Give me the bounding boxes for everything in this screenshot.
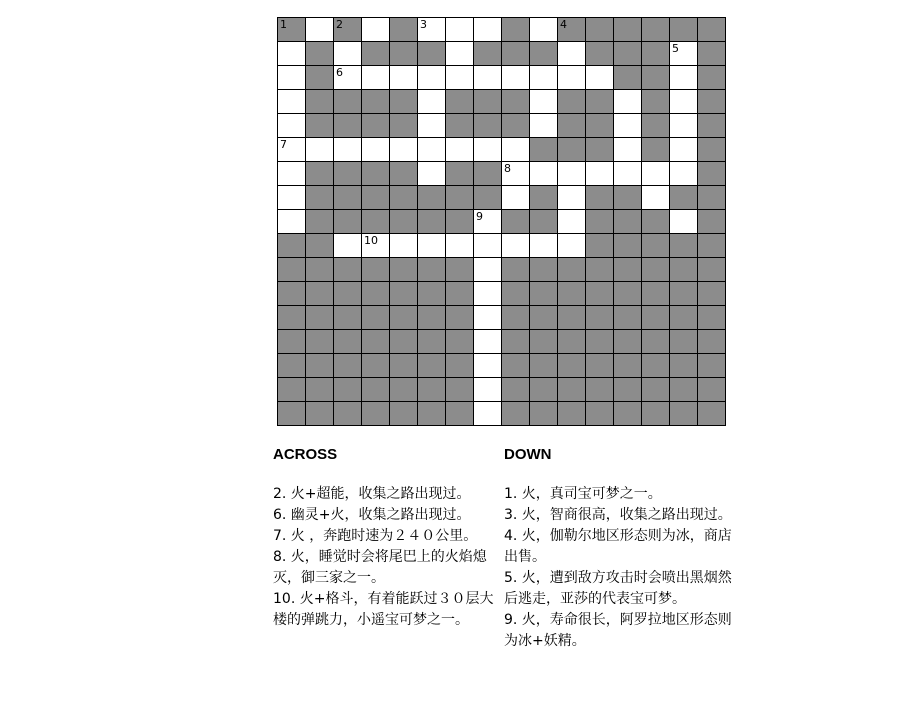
block-cell (698, 90, 726, 114)
answer-cell[interactable] (446, 138, 474, 162)
answer-cell[interactable] (502, 162, 530, 186)
block-cell (586, 282, 614, 306)
answer-cell[interactable] (418, 114, 446, 138)
block-cell (530, 282, 558, 306)
answer-cell[interactable] (670, 114, 698, 138)
down-heading: DOWN (504, 446, 552, 463)
block-cell (306, 42, 334, 66)
block-cell (334, 162, 362, 186)
answer-cell[interactable] (418, 138, 446, 162)
block-cell (642, 210, 670, 234)
answer-cell[interactable] (446, 18, 474, 42)
block-cell (586, 330, 614, 354)
answer-cell[interactable] (334, 66, 362, 90)
block-cell (390, 354, 418, 378)
answer-cell[interactable] (474, 378, 502, 402)
block-cell (642, 18, 670, 42)
answer-cell[interactable] (558, 162, 586, 186)
clue-number: 6 (336, 66, 343, 79)
block-cell (446, 282, 474, 306)
answer-cell[interactable] (306, 18, 334, 42)
block-cell (362, 378, 390, 402)
block-cell (334, 114, 362, 138)
answer-cell[interactable] (670, 210, 698, 234)
answer-cell[interactable] (614, 114, 642, 138)
block-cell (642, 90, 670, 114)
block-cell (334, 354, 362, 378)
block-cell (390, 306, 418, 330)
block-cell (390, 210, 418, 234)
block-cell (502, 330, 530, 354)
answer-cell[interactable] (278, 90, 306, 114)
answer-cell[interactable] (474, 234, 502, 258)
block-cell (362, 354, 390, 378)
block-cell (502, 354, 530, 378)
block-cell (558, 378, 586, 402)
block-cell (418, 402, 446, 426)
answer-cell[interactable] (558, 186, 586, 210)
block-cell (502, 114, 530, 138)
block-cell (446, 114, 474, 138)
answer-cell[interactable] (614, 90, 642, 114)
block-cell (418, 282, 446, 306)
down-clues (504, 444, 732, 652)
block-cell (530, 210, 558, 234)
block-cell (614, 66, 642, 90)
block-cell (670, 282, 698, 306)
clue-number: 1 (280, 18, 287, 31)
block-cell (698, 306, 726, 330)
answer-cell[interactable] (362, 18, 390, 42)
block-cell (278, 234, 306, 258)
answer-cell[interactable] (334, 234, 362, 258)
block-cell (558, 258, 586, 282)
answer-cell[interactable] (558, 210, 586, 234)
answer-cell[interactable] (278, 66, 306, 90)
block-cell (642, 42, 670, 66)
block-cell (278, 282, 306, 306)
block-cell (446, 162, 474, 186)
block-cell (446, 402, 474, 426)
answer-cell[interactable] (474, 18, 502, 42)
block-cell (670, 234, 698, 258)
answer-cell[interactable] (278, 186, 306, 210)
block-cell (698, 378, 726, 402)
block-cell (698, 282, 726, 306)
clue-number: 3 (420, 18, 427, 31)
block-cell (670, 18, 698, 42)
block-cell (698, 162, 726, 186)
block-cell (614, 18, 642, 42)
answer-cell[interactable] (530, 66, 558, 90)
block-cell (446, 306, 474, 330)
answer-cell[interactable] (418, 234, 446, 258)
block-cell (502, 258, 530, 282)
block-cell (362, 258, 390, 282)
block-cell (390, 42, 418, 66)
block-cell (446, 186, 474, 210)
block-cell (530, 402, 558, 426)
block-cell (334, 330, 362, 354)
down-clue: 5. 火，遭到敌方攻击时会喷出黑烟然后逃走，亚莎的代表宝可梦。 (504, 570, 732, 607)
answer-cell[interactable] (474, 66, 502, 90)
block-cell (642, 402, 670, 426)
answer-cell[interactable] (446, 234, 474, 258)
answer-cell[interactable] (278, 162, 306, 186)
answer-cell[interactable] (614, 138, 642, 162)
block-cell (586, 258, 614, 282)
answer-cell[interactable] (502, 138, 530, 162)
block-cell (558, 306, 586, 330)
block-cell (474, 114, 502, 138)
answer-cell[interactable] (474, 354, 502, 378)
block-cell (614, 186, 642, 210)
answer-cell[interactable] (334, 138, 362, 162)
block-cell (642, 138, 670, 162)
block-cell (530, 354, 558, 378)
answer-cell[interactable] (614, 162, 642, 186)
block-cell (670, 330, 698, 354)
block-cell (502, 378, 530, 402)
block-cell (586, 138, 614, 162)
block-cell (306, 162, 334, 186)
answer-cell[interactable] (474, 210, 502, 234)
block-cell (586, 90, 614, 114)
answer-cell[interactable] (362, 66, 390, 90)
block-cell (530, 306, 558, 330)
block-cell (698, 138, 726, 162)
block-cell (586, 234, 614, 258)
answer-cell[interactable] (278, 42, 306, 66)
block-cell (670, 258, 698, 282)
block-cell (614, 378, 642, 402)
answer-cell[interactable] (670, 162, 698, 186)
answer-cell[interactable] (558, 42, 586, 66)
across-heading: ACROSS (273, 446, 338, 463)
down-clue: 1. 火，真司宝可梦之一。 (504, 486, 662, 502)
answer-cell[interactable] (530, 162, 558, 186)
clue-number: 5 (672, 42, 679, 55)
answer-cell[interactable] (642, 162, 670, 186)
answer-cell[interactable] (670, 42, 698, 66)
block-cell (390, 162, 418, 186)
down-clue: 9. 火，寿命很长，阿罗拉地区形态则为冰+妖精。 (504, 612, 732, 649)
block-cell (418, 306, 446, 330)
block-cell (362, 162, 390, 186)
answer-cell[interactable] (278, 114, 306, 138)
block-cell (642, 282, 670, 306)
answer-cell[interactable] (502, 234, 530, 258)
answer-cell[interactable] (418, 90, 446, 114)
block-cell (698, 330, 726, 354)
block-cell (642, 66, 670, 90)
answer-cell[interactable] (530, 18, 558, 42)
block-cell (362, 402, 390, 426)
block-cell (502, 18, 530, 42)
block-cell (362, 282, 390, 306)
block-cell (278, 378, 306, 402)
block-cell (390, 90, 418, 114)
block-cell (362, 306, 390, 330)
block-cell (306, 114, 334, 138)
block-cell (390, 186, 418, 210)
block-cell (334, 186, 362, 210)
block-cell (614, 354, 642, 378)
block-cell (474, 42, 502, 66)
answer-cell[interactable] (390, 234, 418, 258)
block-cell (278, 354, 306, 378)
block-cell (446, 378, 474, 402)
block-cell (586, 354, 614, 378)
block-cell (334, 282, 362, 306)
block-cell (418, 258, 446, 282)
block-cell (698, 354, 726, 378)
answer-cell[interactable] (278, 138, 306, 162)
block-cell (530, 378, 558, 402)
answer-cell[interactable] (446, 42, 474, 66)
block-cell (418, 210, 446, 234)
block-cell (334, 402, 362, 426)
answer-cell[interactable] (670, 138, 698, 162)
block-cell (642, 354, 670, 378)
block-cell (502, 210, 530, 234)
block-cell (586, 18, 614, 42)
block-cell (418, 330, 446, 354)
block-cell (670, 378, 698, 402)
answer-cell[interactable] (502, 186, 530, 210)
block-cell (698, 186, 726, 210)
block-cell (390, 378, 418, 402)
answer-cell[interactable] (418, 66, 446, 90)
answer-cell[interactable] (502, 66, 530, 90)
block-cell (530, 258, 558, 282)
block-cell (278, 306, 306, 330)
answer-cell[interactable] (362, 234, 390, 258)
answer-cell[interactable] (474, 402, 502, 426)
block-cell (614, 258, 642, 282)
down-clue: 3. 火，智商很高，收集之路出现过。 (504, 507, 732, 523)
block-cell (390, 18, 418, 42)
block-cell (558, 330, 586, 354)
answer-cell[interactable] (474, 330, 502, 354)
block-cell (446, 90, 474, 114)
block-cell (614, 306, 642, 330)
answer-cell[interactable] (474, 138, 502, 162)
answer-cell[interactable] (642, 186, 670, 210)
clue-number: 7 (280, 138, 287, 151)
block-cell (306, 258, 334, 282)
block-cell (586, 210, 614, 234)
block-cell (614, 402, 642, 426)
block-cell (278, 258, 306, 282)
block-cell (306, 210, 334, 234)
block-cell (698, 114, 726, 138)
block-cell (502, 90, 530, 114)
across-clues (273, 444, 501, 631)
answer-cell[interactable] (306, 138, 334, 162)
block-cell (586, 378, 614, 402)
answer-cell[interactable] (530, 90, 558, 114)
block-cell (698, 402, 726, 426)
crossword-grid (277, 17, 726, 426)
answer-cell[interactable] (474, 306, 502, 330)
block-cell (642, 330, 670, 354)
answer-cell[interactable] (278, 210, 306, 234)
block-cell (418, 378, 446, 402)
clue-number: 8 (504, 162, 511, 175)
clue-number: 4 (560, 18, 567, 31)
block-cell (558, 138, 586, 162)
block-cell (362, 42, 390, 66)
block-cell (334, 90, 362, 114)
block-cell (306, 306, 334, 330)
block-cell (642, 234, 670, 258)
block-cell (614, 282, 642, 306)
block-cell (334, 378, 362, 402)
answer-cell[interactable] (474, 282, 502, 306)
block-cell (502, 306, 530, 330)
answer-cell[interactable] (418, 18, 446, 42)
block-cell (362, 330, 390, 354)
block-cell (614, 330, 642, 354)
block-cell (418, 186, 446, 210)
block-cell (334, 18, 362, 42)
across-clue: 2. 火+超能，收集之路出现过。 (273, 486, 471, 502)
clue-number: 2 (336, 18, 343, 31)
answer-cell[interactable] (530, 114, 558, 138)
answer-cell[interactable] (558, 66, 586, 90)
block-cell (642, 378, 670, 402)
block-cell (558, 90, 586, 114)
answer-cell[interactable] (558, 234, 586, 258)
across-clue: 8. 火，睡觉时会将尾巴上的火焰熄灭，御三家之一。 (273, 549, 487, 586)
block-cell (474, 162, 502, 186)
block-cell (670, 306, 698, 330)
block-cell (446, 330, 474, 354)
block-cell (558, 354, 586, 378)
block-cell (614, 210, 642, 234)
block-cell (642, 306, 670, 330)
block-cell (698, 42, 726, 66)
block-cell (698, 210, 726, 234)
block-cell (530, 330, 558, 354)
block-cell (362, 114, 390, 138)
block-cell (558, 18, 586, 42)
block-cell (502, 42, 530, 66)
block-cell (390, 258, 418, 282)
block-cell (446, 258, 474, 282)
block-cell (446, 354, 474, 378)
block-cell (670, 402, 698, 426)
block-cell (502, 282, 530, 306)
block-cell (306, 66, 334, 90)
clue-number: 10 (364, 234, 378, 247)
block-cell (586, 186, 614, 210)
answer-cell[interactable] (586, 66, 614, 90)
block-cell (586, 306, 614, 330)
block-cell (446, 210, 474, 234)
block-cell (278, 402, 306, 426)
block-cell (530, 138, 558, 162)
block-cell (418, 42, 446, 66)
block-cell (698, 234, 726, 258)
block-cell (530, 186, 558, 210)
down-clue: 4. 火，伽勒尔地区形态则为冰，商店出售。 (504, 528, 732, 565)
answer-cell[interactable] (390, 138, 418, 162)
block-cell (418, 354, 446, 378)
block-cell (334, 306, 362, 330)
block-cell (530, 42, 558, 66)
block-cell (586, 402, 614, 426)
block-cell (698, 18, 726, 42)
answer-cell[interactable] (670, 66, 698, 90)
block-cell (502, 402, 530, 426)
block-cell (390, 330, 418, 354)
block-cell (698, 66, 726, 90)
answer-cell[interactable] (390, 66, 418, 90)
block-cell (278, 18, 306, 42)
block-cell (586, 114, 614, 138)
answer-cell[interactable] (474, 258, 502, 282)
block-cell (642, 114, 670, 138)
block-cell (474, 90, 502, 114)
block-cell (614, 234, 642, 258)
block-cell (334, 258, 362, 282)
block-cell (306, 282, 334, 306)
block-cell (698, 258, 726, 282)
block-cell (306, 90, 334, 114)
block-cell (390, 114, 418, 138)
block-cell (474, 186, 502, 210)
answer-cell[interactable] (334, 42, 362, 66)
block-cell (306, 234, 334, 258)
block-cell (670, 354, 698, 378)
block-cell (614, 42, 642, 66)
block-cell (558, 282, 586, 306)
answer-cell[interactable] (670, 90, 698, 114)
answer-cell[interactable] (362, 138, 390, 162)
block-cell (558, 402, 586, 426)
block-cell (362, 210, 390, 234)
across-clue: 10. 火+格斗，有着能跃过３０层大楼的弹跳力，小遥宝可梦之一。 (273, 591, 494, 628)
block-cell (390, 402, 418, 426)
block-cell (306, 186, 334, 210)
block-cell (362, 186, 390, 210)
answer-cell[interactable] (586, 162, 614, 186)
block-cell (558, 114, 586, 138)
block-cell (586, 42, 614, 66)
block-cell (306, 402, 334, 426)
block-cell (362, 90, 390, 114)
clue-number: 9 (476, 210, 483, 223)
answer-cell[interactable] (530, 234, 558, 258)
block-cell (306, 330, 334, 354)
block-cell (334, 210, 362, 234)
answer-cell[interactable] (446, 66, 474, 90)
block-cell (278, 330, 306, 354)
block-cell (306, 378, 334, 402)
block-cell (306, 354, 334, 378)
block-cell (642, 258, 670, 282)
across-clue: 7. 火 ，奔跑时速为２４０公里。 (273, 528, 478, 544)
block-cell (390, 282, 418, 306)
answer-cell[interactable] (418, 162, 446, 186)
block-cell (670, 186, 698, 210)
across-clue: 6. 幽灵+火，收集之路出现过。 (273, 507, 471, 523)
